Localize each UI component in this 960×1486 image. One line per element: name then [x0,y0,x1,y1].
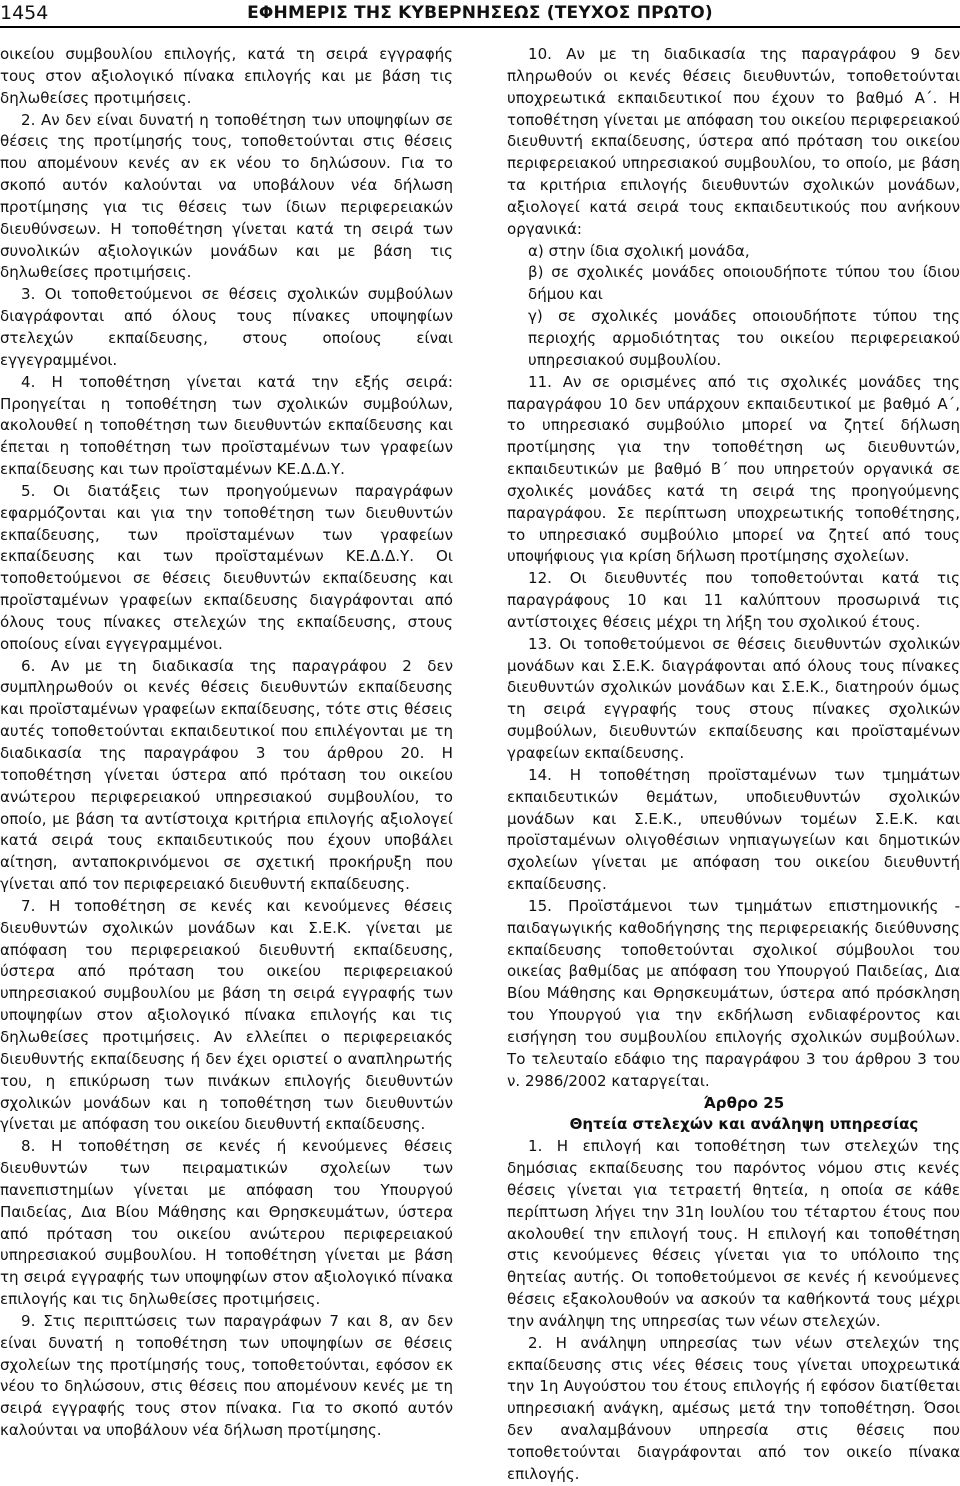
list-item: γ) σε σχολικές μονάδες οποιουδήποτε τύπου της περιοχής αρμοδιότητας του οικείου περιφερειακού υπηρεσιακού συμβουλίου. [528,307,960,369]
list-item: β) σε σχολικές μονάδες οποιουδήποτε τύπου του ίδιου δήμου και [528,263,960,304]
left-column [0,44,453,1442]
paragraph: 9. Στις περιπτώσεις των παραγράφων 7 και 8, αν δεν είναι δυνατή η τοποθέτηση των υποψηφίων σε θέσεις σχολείων της προτίμησής τους, τοποθετούνται, εφόσον εκ νέου το δηλώσουν, στις θέσεις που απομένουν κενές με τη σειρά εγγραφής τους στον πίνακα. Για το σκοπό αυτόν καλούνται να υποβάλουν νέα δήλωση προτίμησης. [0,1311,453,1440]
page-number: 1454 [0,2,49,24]
paragraph: 15. Προϊστάμενοι των τμημάτων επιστημονικής - παιδαγωγικής καθοδήγησης της περιφερειακής διεύθυνσης εκπαίδευσης τοποθετούνται σχολικοί σύμβουλοι του οικείας βαθμίδας με απόφαση του Υπουργού Παιδείας, Δια Βίου Μάθησης και Θρησκευμάτων, ύστερα από πρόσκληση του Υπουργού για την εκδήλωση ενδιαφέροντος και εισήγηση του συμβουλίου επιλογής σχολικών συμβούλων. Το τελευταίο εδάφιο της παραγράφου 3 του άρθρου 3 του ν. 2986/2002 καταργείται. [507,896,960,1090]
paragraph: 1. Η επιλογή και τοποθέτηση των στελεχών της δημόσιας εκπαίδευσης του παρόντος νόμου στις κενές θέσεις γίνεται για τετραετή θητεία, η οποία σε κάθε περίπτωση λήγει την 31η Ιουλίου του τέταρτου έτους που ακολουθεί την επιλογή τους. Η επιλογή και τοποθέτηση στις κενούμενες θέσεις γίνεται για το υπόλοιπο της θητείας αυτής. Οι τοποθετούμενοι σε κενές ή κενούμενες θέσεις εξακολουθούν να ασκούν τα καθήκοντά τους μέχρι την ανάληψη της υπηρεσίας των νέων στελεχών. [507,1137,960,1330]
article-title: Θητεία στελεχών και ανάληψη υπηρεσίας [569,1115,919,1134]
page-header [0,0,960,28]
paragraph: 7. Η τοποθέτηση σε κενές και κενούμενες θέσεις διευθυντών σχολικών μονάδων και Σ.Ε.Κ. γίνεται με απόφαση του περιφερειακού διευθυντή εκπαίδευσης, ύστερα από πρόταση του οικείου περιφερειακού υπηρεσιακού συμβουλίου με βάση τη σειρά εγγραφής των υποψηφίων στον αξιολογικό πίνακα επιλογής και τις δηλωθείσες προτιμήσεις. Αν ελλείπει ο περιφερειακός διευθυντής εκπαίδευσης ή δεν έχει οριστεί ο αναπληρωτής του, η επικύρωση των πινάκων επιλογής διευθυντών σχολικών μονάδων και η τοποθέτηση των διευθυντών γίνεται με απόφαση του οικείου διευθυντή εκπαίδευσης. [0,896,453,1134]
paragraph: 5. Οι διατάξεις των προηγούμενων παραγράφων εφαρμόζονται και για την τοποθέτηση των διευθυντών εκπαίδευσης, των προϊσταμένων των γραφείων εκπαίδευσης και των προϊσταμένων ΚΕ.Δ.Δ.Υ. Οι τοποθετούμενοι σε θέσεις διευθυντών εκπαίδευσης και προϊσταμένων γραφείων εκπαίδευσης διαγράφονται από όλους τους πίνακες στελεχών της εκπαίδευσης, στους οποίους είναι εγγεγραμμένοι. [0,481,453,653]
list-item: α) στην ίδια σχολική μονάδα, [528,241,750,260]
paragraph: οικείου συμβουλίου επιλογής, κατά τη σειρά εγγραφής τους στον αξιολογικό πίνακα επιλογής και με βάση τις δηλωθείσες προτιμήσεις. [0,45,453,107]
paragraph: 8. Η τοποθέτηση σε κενές ή κενούμενες θέσεις διευθυντών των πειραματικών σχολείων των πανεπιστημίων γίνεται με απόφαση του Υπουργού Παιδείας, Δια Βίου Μάθησης και Θρησκευμάτων, ύστερα από πρόταση του οικείου ανώτερου περιφερειακού υπηρεσιακού συμβουλίου. Η τοποθέτηση γίνεται με βάση τη σειρά εγγραφής των υποψηφίων στον αξιολογικό πίνακα επιλογής και τις δηλωθείσες προτιμήσεις. [0,1137,453,1309]
paragraph: 14. Η τοποθέτηση προϊσταμένων των τμημάτων εκπαιδευτικών θεμάτων, υποδιευθυντών σχολικών μονάδων και Σ.Ε.Κ., υπευθύνων τομέων Σ.Ε.Κ. και προϊσταμένων ολιγοθέσιων νηπιαγωγείων και δημοτικών σχολείων γίνεται με απόφαση του οικείου διευθυντή εκπαίδευσης. [507,765,960,894]
paragraph: 13. Οι τοποθετούμενοι σε θέσεις διευθυντών σχολικών μονάδων και Σ.Ε.Κ. διαγράφονται από όλους τους πίνακες διευθυντών σχολικών μονάδων και Σ.Ε.Κ., διατηρούν όμως τη σειρά εγγραφής τους στους πίνακες σχολικών συμβούλων, διευθυντών εκπαίδευσης και προϊσταμένων γραφείων εκπαίδευσης. [507,634,960,762]
paragraph: 6. Αν με τη διαδικασία της παραγράφου 2 δεν συμπληρωθούν οι κενές θέσεις διευθυντών εκπαίδευσης και προϊσταμένων γραφείων εκπαίδευσης, τότε στις θέσεις αυτές τοποθετούνται εκπαιδευτικοί που επιλέγονται με τη διαδικασία της παραγράφου 3 του άρθρου 20. Η τοποθέτηση γίνεται ύστερα από πρόταση του οικείου ανώτερου περιφερειακού υπηρεσιακού συμβουλίου, το οποίο, με βάση τα αντίστοιχα κριτήρια επιλογής αξιολογεί κατά σειρά τους εκπαιδευτικούς που έχουν υποβάλει αίτηση, ανταποκρινόμενοι σε σχετική προκήρυξη που γίνεται από τον περιφερειακό διευθυντή εκπαίδευσης. [0,656,453,894]
paragraph: 2. Η ανάληψη υπηρεσίας των νέων στελεχών της εκπαίδευσης στις νέες θέσεις τους γίνεται υποχρεωτικά την 1η Αυγούστου του έτους επιλογής ή εφόσον διατίθεται υπηρεσιακή ανάγκη, αμέσως μετά την τοποθέτηση. Όσοι δεν αναλαμβάνουν υπηρεσία στις θέσεις που τοποθετούνται διαγράφονται από τον οικείο πίνακα επιλογής. [507,1333,960,1483]
article-heading: Άρθρο 25 [703,1093,785,1112]
paragraph: 12. Οι διευθυντές που τοποθετούνται κατά τις παραγράφους 10 και 11 καλύπτουν προσωρινά τις αντίστοιχες θέσεις μέχρι τη λήξη του σχολικού έτους. [507,569,960,631]
paragraph: 11. Αν σε ορισμένες από τις σχολικές μονάδες της παραγράφου 10 δεν υπάρχουν εκπαιδευτικοί με βαθμό Α΄, το υπηρεσιακό συμβούλιο μπορεί να ζητεί δήλωση προτίμησης για την τοποθέτηση ως διευθυντών, εκπαιδευτικών με βαθμό Β΄ που υπηρετούν οργανικά σε σχολικές μονάδες κατά τη σειρά της προηγούμενης παραγράφου. Σε περίπτωση υποχρεωτικής τοποθέτησης, το υπηρεσιακό συμβούλιο μπορεί να ζητεί από τους υποψήφιους για κρίση δήλωση προτίμησης σχολείων. [507,372,960,566]
right-column [507,44,960,1486]
paragraph: 3. Οι τοποθετούμενοι σε θέσεις σχολικών συμβούλων διαγράφονται από όλους τους πίνακες υποψηφίων στελεχών εκπαίδευσης, στους οποίους είναι εγγεγραμμένοι. [0,285,453,369]
paragraph: 2. Αν δεν είναι δυνατή η τοποθέτηση των υποψηφίων σε θέσεις της προτίμησής τους, τοποθετούνται στις θέσεις που απομένουν κενές αν εκ νέου το δηλώσουν. Για το σκοπό αυτόν καλούνται να υποβάλουν νέα δήλωση προτίμησης για τις θέσεις των ίδιων περιφερειακών διευθύνσεων. Η τοποθέτηση γίνεται κατά τη σειρά των συνολικών αξιολογικών μονάδων και με βάση τις δηλωθείσες προτιμήσεις. [0,110,453,282]
paragraph: 10. Αν με τη διαδικασία της παραγράφου 9 δεν πληρωθούν οι κενές θέσεις διευθυντών, τοποθετούνται υποχρεωτικά εκπαιδευτικοί που έχουν το βαθμό Α΄. Η τοποθέτηση γίνεται με απόφαση του οικείου περιφερειακού διευθυντή εκπαίδευσης, ύστερα από πρόταση του οικείου περιφερειακού υπηρεσιακού συμβουλίου, το οποίο, με βάση τα κριτήρια επιλογής διευθυντών σχολικών μονάδων, αξιολογεί κατά σειρά τους εκπαιδευτικούς που ανήκουν οργανικά: [507,45,960,238]
journal-title: ΕΦΗΜΕΡΙΣ ΤΗΣ ΚΥΒΕΡΝΗΣΕΩΣ (ΤΕΥΧΟΣ ΠΡΩΤΟ) [247,3,713,23]
paragraph: 4. Η τοποθέτηση γίνεται κατά την εξής σειρά: Προηγείται η τοποθέτηση των σχολικών συμβούλων, ακολουθεί η τοποθέτηση των διευθυντών εκπαίδευσης και έπεται η τοποθέτηση των προϊσταμένων των γραφείων εκπαίδευσης και των προϊσταμένων ΚΕ.Δ.Δ.Υ. [0,372,453,479]
